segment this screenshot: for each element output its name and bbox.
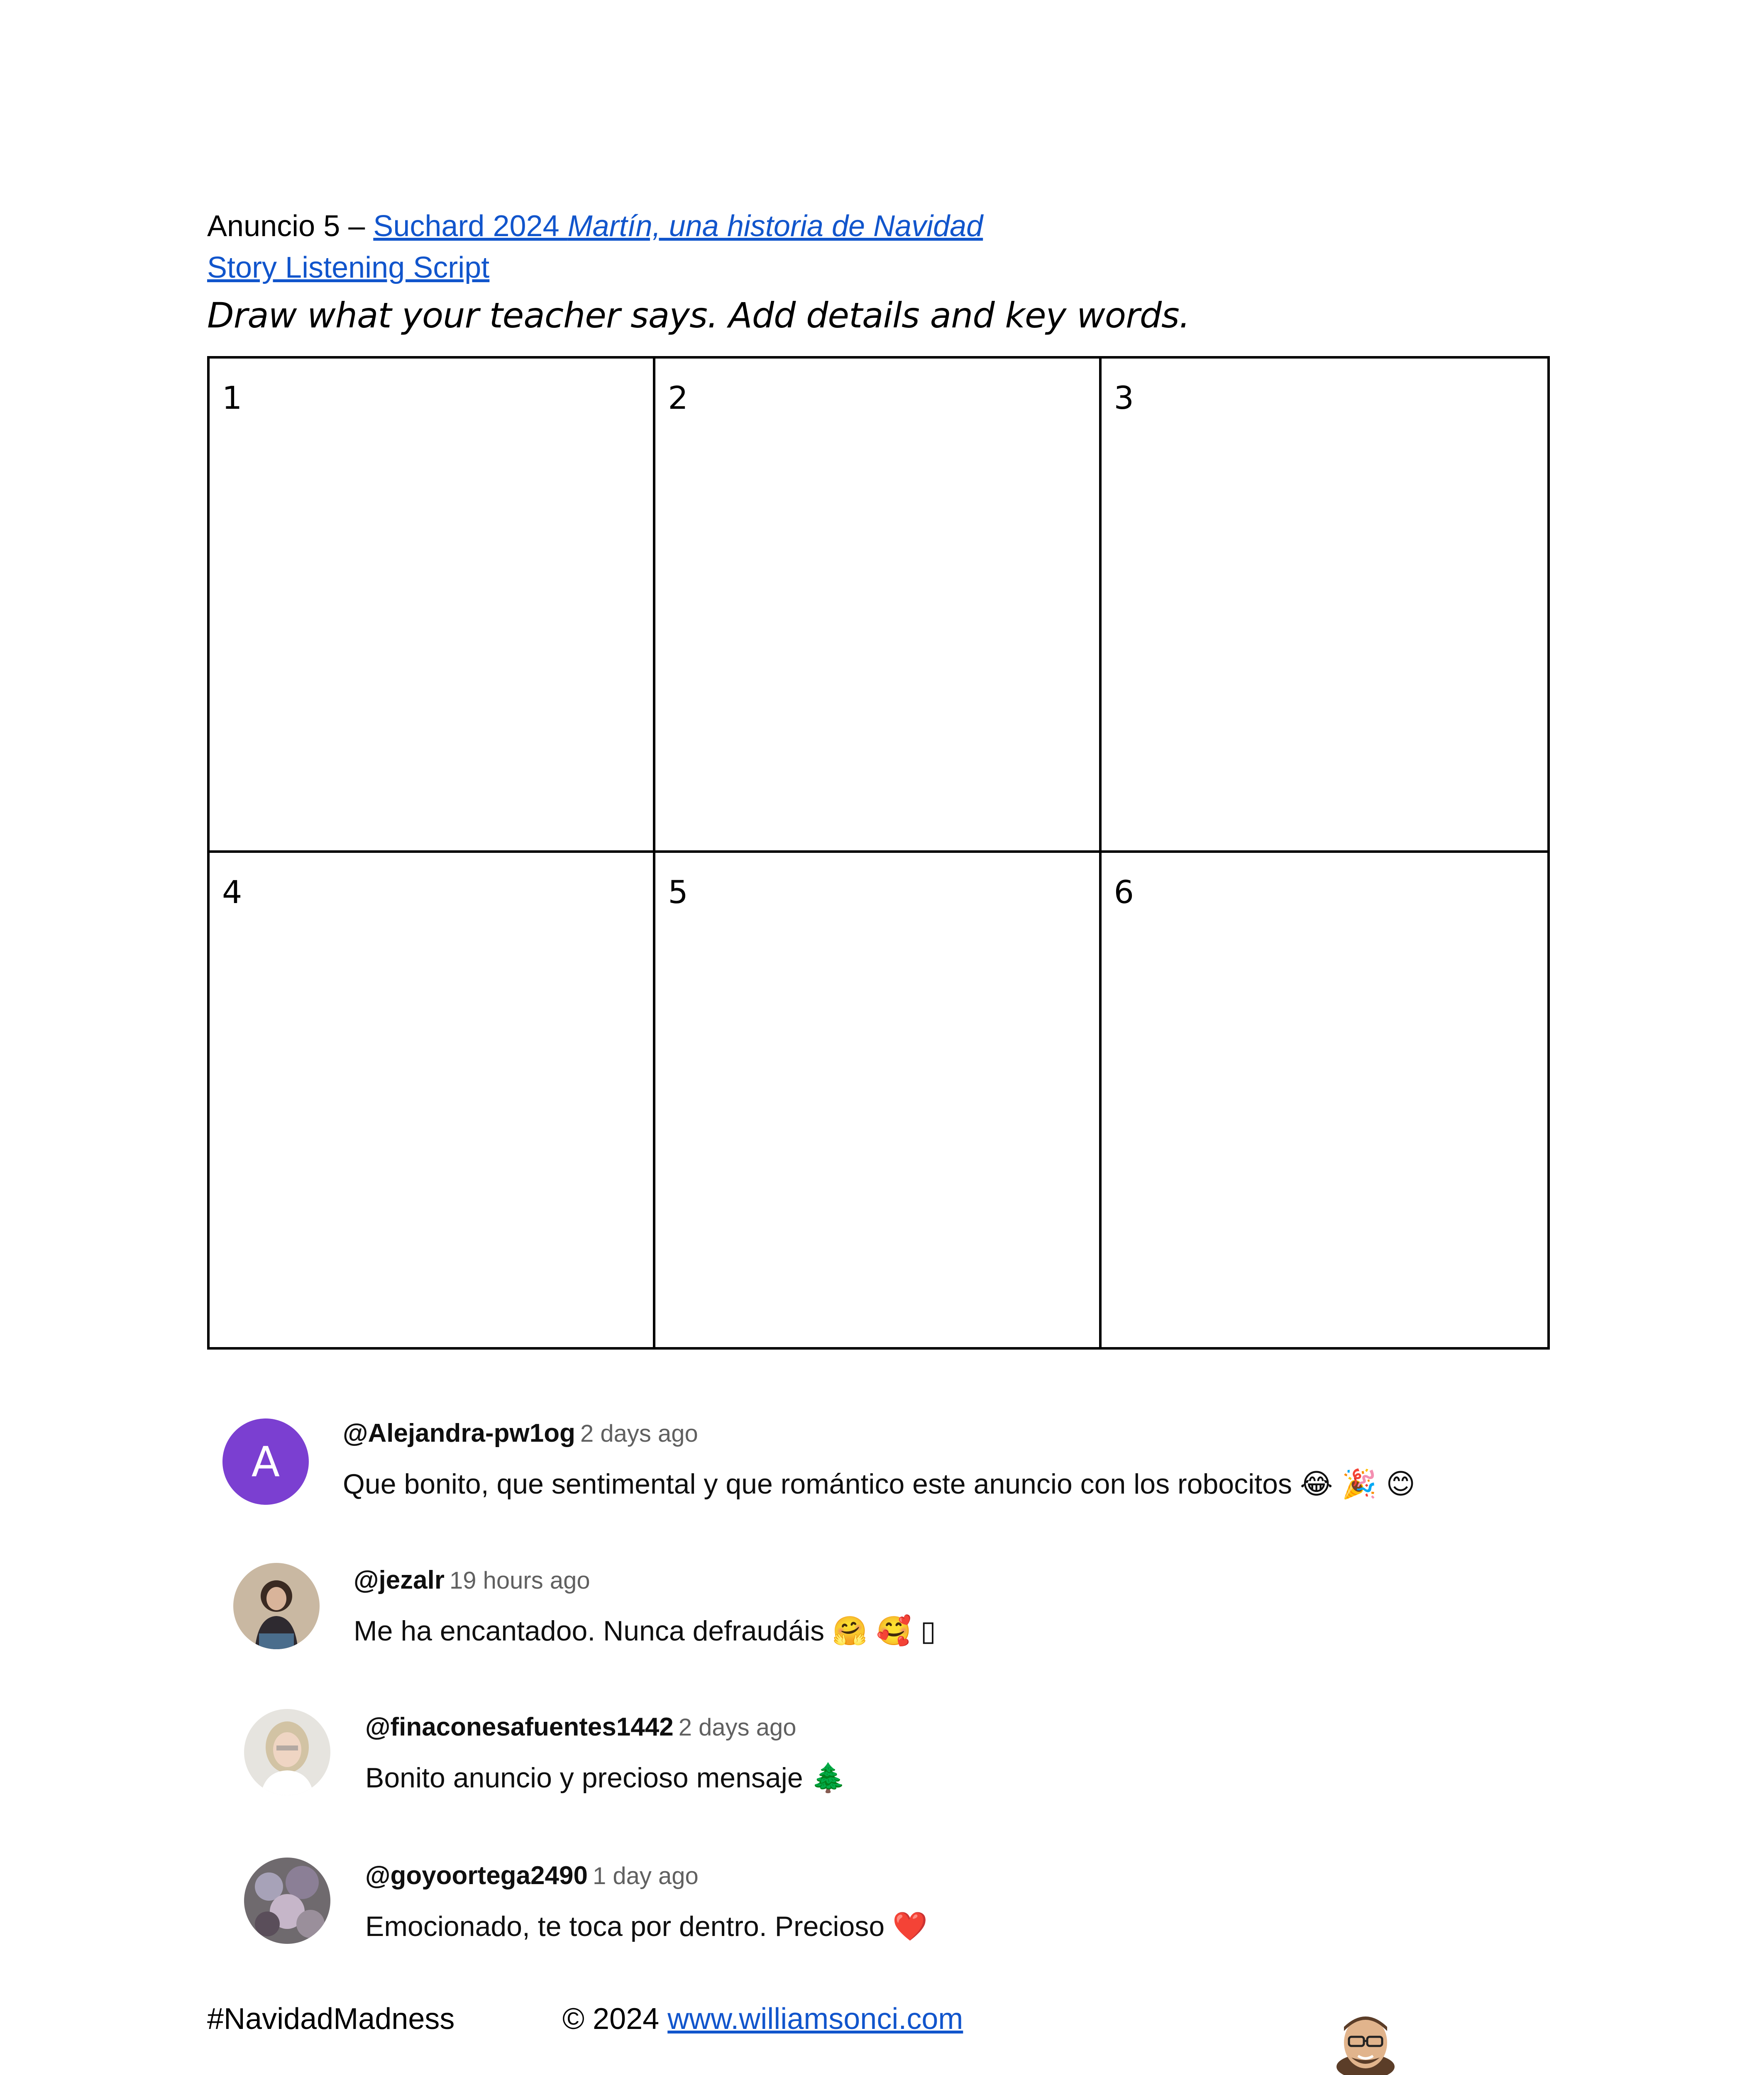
cell-number: 3 (1114, 379, 1134, 416)
emoji: ❤️ (892, 1910, 928, 1943)
comment-handle: @jezalr 19 hours ago (354, 1566, 590, 1594)
script-link-line (207, 249, 489, 286)
bitmoji-face-icon (1270, 2004, 1461, 2075)
story-listening-script-link[interactable]: Story Listening Script (207, 251, 490, 284)
comment-time: 1 day ago (592, 1863, 699, 1889)
comment-handle: @Alejandra-pw1og 2 days ago (343, 1419, 698, 1448)
emoji: 🤗 🥰 ▯ (832, 1615, 936, 1648)
avatar: A (222, 1418, 309, 1505)
ad-number: Anuncio 5 – (207, 210, 374, 243)
ad-video-link[interactable]: Suchard 2024 Martín, una historia de Navidad (373, 210, 983, 243)
comment-text: Me ha encantadoo. Nunca defraudáis 🤗 🥰 ▯ (354, 1615, 936, 1648)
comment-handle: @finaconesafuentes1442 2 days ago (365, 1713, 796, 1741)
drawing-cell-1 (210, 359, 655, 853)
instructions: Draw what your teacher says. Add details and key words. (207, 295, 1190, 336)
cell-number: 5 (668, 874, 688, 911)
comment-text: Que bonito, que sentimental y que romántico este anuncio con los robocitos 😂 🎉 😊 (343, 1468, 1416, 1501)
cell-number: 2 (668, 379, 688, 416)
footer-copyright: © 2024 www.williamsonci.com (562, 2002, 963, 2036)
comment-text: Bonito anuncio y precioso mensaje 🌲 (365, 1762, 846, 1794)
emoji: 😂 🎉 😊 (1300, 1468, 1416, 1501)
comment-time: 19 hours ago (450, 1567, 590, 1594)
drawing-grid (207, 356, 1550, 1350)
cell-number: 4 (222, 874, 242, 911)
avatar (244, 1709, 330, 1795)
comment-time: 2 days ago (580, 1420, 698, 1447)
avatar (244, 1858, 330, 1944)
comment-text: Emocionado, te toca por dentro. Precioso ❤️ (365, 1910, 928, 1943)
drawing-cell-3 (1102, 359, 1547, 853)
drawing-cell-4 (210, 853, 655, 1347)
emoji: 🌲 (811, 1762, 846, 1794)
avatar (233, 1563, 320, 1649)
ad-title-line (207, 208, 983, 245)
website-link[interactable]: www.williamsonci.com (667, 2002, 963, 2036)
cell-number: 1 (222, 379, 242, 416)
comment-time: 2 days ago (678, 1714, 796, 1741)
drawing-cell-5 (655, 853, 1101, 1347)
drawing-cell-6 (1102, 853, 1547, 1347)
comment-handle: @goyoortega2490 1 day ago (365, 1861, 699, 1890)
drawing-cell-2 (655, 359, 1101, 853)
footer-hashtag: #NavidadMadness (207, 2002, 455, 2036)
cell-number: 6 (1114, 874, 1134, 911)
williamsonci-logo (1270, 2004, 1461, 2075)
